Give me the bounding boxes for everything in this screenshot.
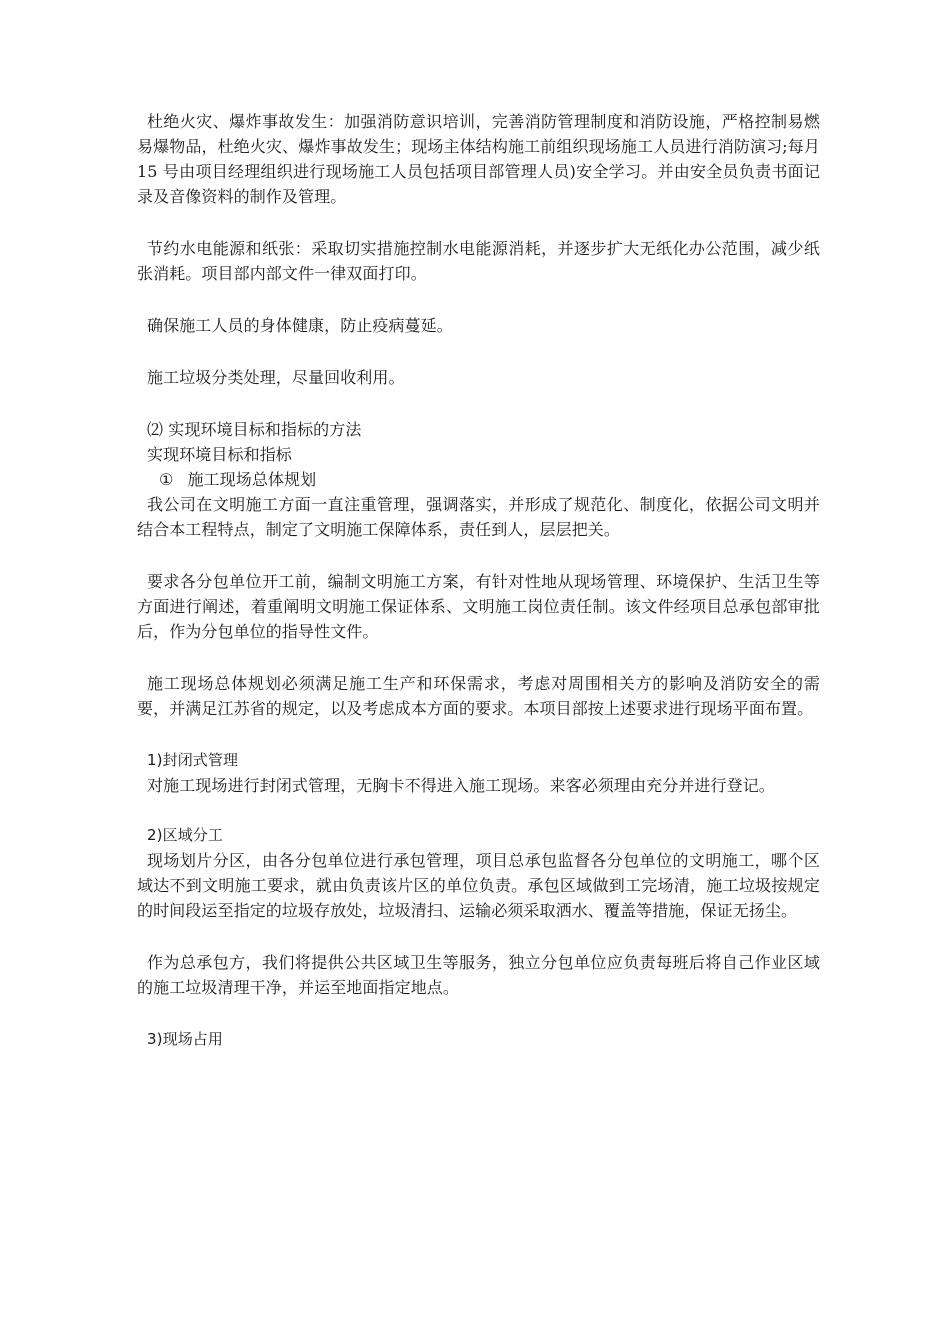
- paragraph-area-division: 现场划片分区，由各分包单位进行承包管理，项目总承包监督各分包单位的文明施工，哪个区域达不到文明施工要求，就由负责该片区的单位负责。承包区域做到工完场清，施工垃圾按规定的时间段运至指定的垃圾存放处，垃圾清扫、运输必须采取洒水、覆盖等措施，保证无扬尘。: [137, 851, 820, 920]
- subheading-closed-management: 1)封闭式管理: [147, 751, 239, 769]
- subheading-site-occupation: 3)现场占用: [147, 1030, 223, 1048]
- paragraph-health: 确保施工人员的身体健康，防止疫病蔓延。: [147, 316, 453, 335]
- site-planning-title: 施工现场总体规划: [187, 470, 317, 489]
- subheading-area-division: 2)区域分工: [147, 826, 223, 844]
- paragraph-closed-management: 对施工现场进行封闭式管理，无胸卡不得进入施工现场。来客必须理由充分并进行登记。: [147, 776, 775, 795]
- section-heading-goals: 实现环境目标和指标: [147, 445, 292, 464]
- paragraph-energy-saving: 节约水电能源和纸张：采取切实措施控制水电能源消耗，并逐步扩大无纸化办公范围，减少纸张消耗。项目部内部文件一律双面打印。: [137, 239, 820, 283]
- section-heading-methods: ⑵ 实现环境目标和指标的方法: [147, 420, 362, 439]
- section-heading-site-planning: [137, 467, 820, 492]
- paragraph-waste: 施工垃圾分类处理，尽量回收利用。: [147, 368, 405, 387]
- paragraph-fire-safety: 杜绝火灾、爆炸事故发生：加强消防意识培训，完善消防管理制度和消防设施，严格控制易燃易爆物品，杜绝火灾、爆炸事故发生；现场主体结构施工前组织现场施工人员进行消防演习;每月 15 号由项目经理组织进行现场施工人员包括项目部管理人员)安全学习。并由安全员负责书面记录及音像资料的制作及管理。: [137, 112, 820, 206]
- circled-number-marker: ①: [159, 470, 174, 489]
- paragraph-site-layout: 施工现场总体规划必须满足施工生产和环保需求，考虑对周围相关方的影响及消防安全的需要，并满足江苏省的规定，以及考虑成本方面的要求。本项目部按上述要求进行现场平面布置。: [137, 674, 820, 718]
- paragraph-company-management: 我公司在文明施工方面一直注重管理，强调落实，并形成了规范化、制度化，依据公司文明并结合本工程特点，制定了文明施工保障体系，责任到人，层层把关。: [137, 495, 820, 539]
- paragraph-subcontractor-plan: 要求各分包单位开工前，编制文明施工方案，有针对性地从现场管理、环境保护、生活卫生等方面进行阐述，着重阐明文明施工保证体系、文明施工岗位责任制。该文件经项目总承包部审批后，作为分包单位的指导性文件。: [137, 572, 820, 641]
- paragraph-general-contractor: 作为总承包方，我们将提供公共区域卫生等服务，独立分包单位应负责每班后将自己作业区域的施工垃圾清理干净，并运至地面指定地点。: [137, 953, 820, 997]
